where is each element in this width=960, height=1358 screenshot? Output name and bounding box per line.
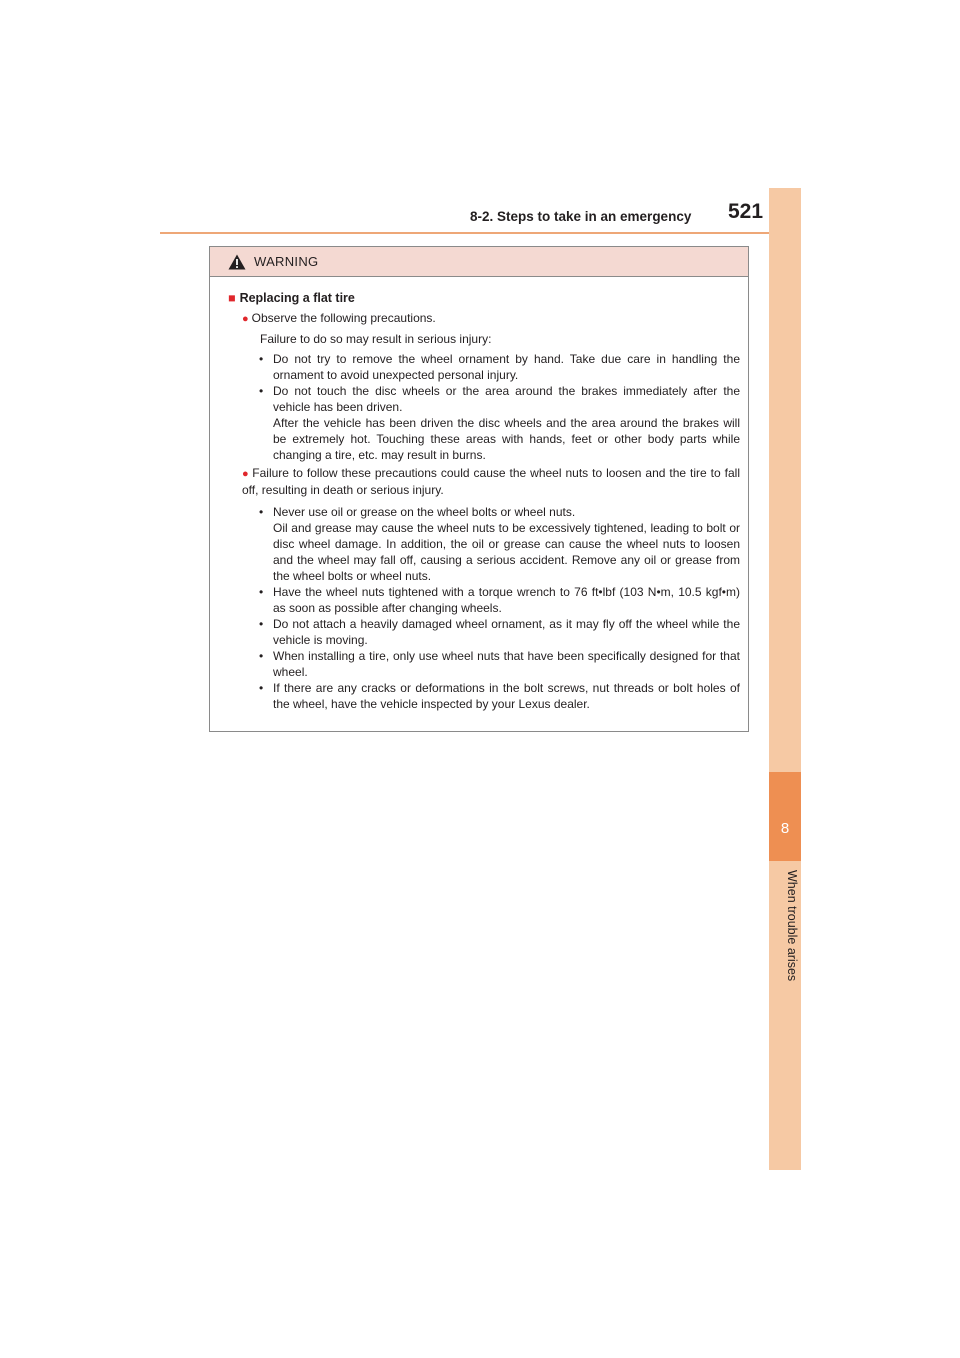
section-heading [228,290,740,306]
chapter-label: When trouble arises [785,870,799,982]
list-item: • Do not attach a heavily damaged wheel ornament, as it may fly off the wheel while the vehicle is moving. [256,616,740,648]
list-item [256,383,740,463]
circle-bullet-icon: ● [242,313,249,325]
item-subtext: Failure to do so may result in serious injury: [260,332,492,346]
warning-box [209,246,749,732]
square-bullet-icon: ■ [228,291,236,305]
list-item: • Have the wheel nuts tightened with a torque wrench to 76 ft•lbf (103 N•m, 10.5 kgf•m) as soon as possible after changing wheels. [256,584,740,616]
list-item: • If there are any cracks or deformations in the bolt screws, nut threads or bolt holes of the wheel, have the vehicle inspected by your Lexus dealer. [256,680,740,712]
chapter-number: 8 [780,820,790,837]
page-number: 521 [728,200,764,223]
warning-title: WARNING [254,254,319,269]
list-item-continuation: Oil and grease may cause the wheel nuts to be excessively tightened, leading to bolt or disc wheel damage. In addition, the oil or grease can cause the wheel nuts to loosen and the wheel may fall off, causing a serious accident. Remove any oil or grease from the wheel bolts or wheel nuts. [273,521,740,583]
circle-bullet-icon: ● [242,468,250,480]
list-item-continuation: After the vehicle has been driven the disc wheels and the area around the brakes will be extremely hot. Touching these areas with hands, feet or other body parts while changing a tire, etc. may result in burns. [273,416,740,462]
item-text: Failure to follow these precautions could cause the wheel nuts to loosen and the tire to fall off, resulting in death or serious injury. [242,466,740,497]
list-item-text: • Never use oil or grease on the wheel bolts or wheel nuts. [273,505,576,519]
item-text: Observe the following precautions. [251,311,436,325]
precaution-item-1 [228,310,740,463]
list-item-text: • Do not touch the disc wheels or the area around the brakes immediately after the vehicle has been driven. [273,384,740,414]
warning-body [210,277,748,712]
bullet-list [228,351,740,463]
chapter-side-tab [769,188,801,1170]
precaution-item-2 [228,465,740,712]
list-item: • Do not try to remove the wheel ornament by hand. Take due care in handling the ornament to avoid unexpected personal injury. [256,351,740,383]
list-item [256,504,740,584]
section-title: 8-2. Steps to take in an emergency [470,209,692,224]
chapter-number-box [769,772,801,861]
section-heading-text: Replacing a flat tire [239,291,355,305]
header-rule [160,232,800,234]
warning-header [210,247,748,277]
list-item: • When installing a tire, only use wheel nuts that have been specifically designed for that wheel. [256,648,740,680]
warning-triangle-icon [228,254,246,270]
bullet-list [228,504,740,712]
